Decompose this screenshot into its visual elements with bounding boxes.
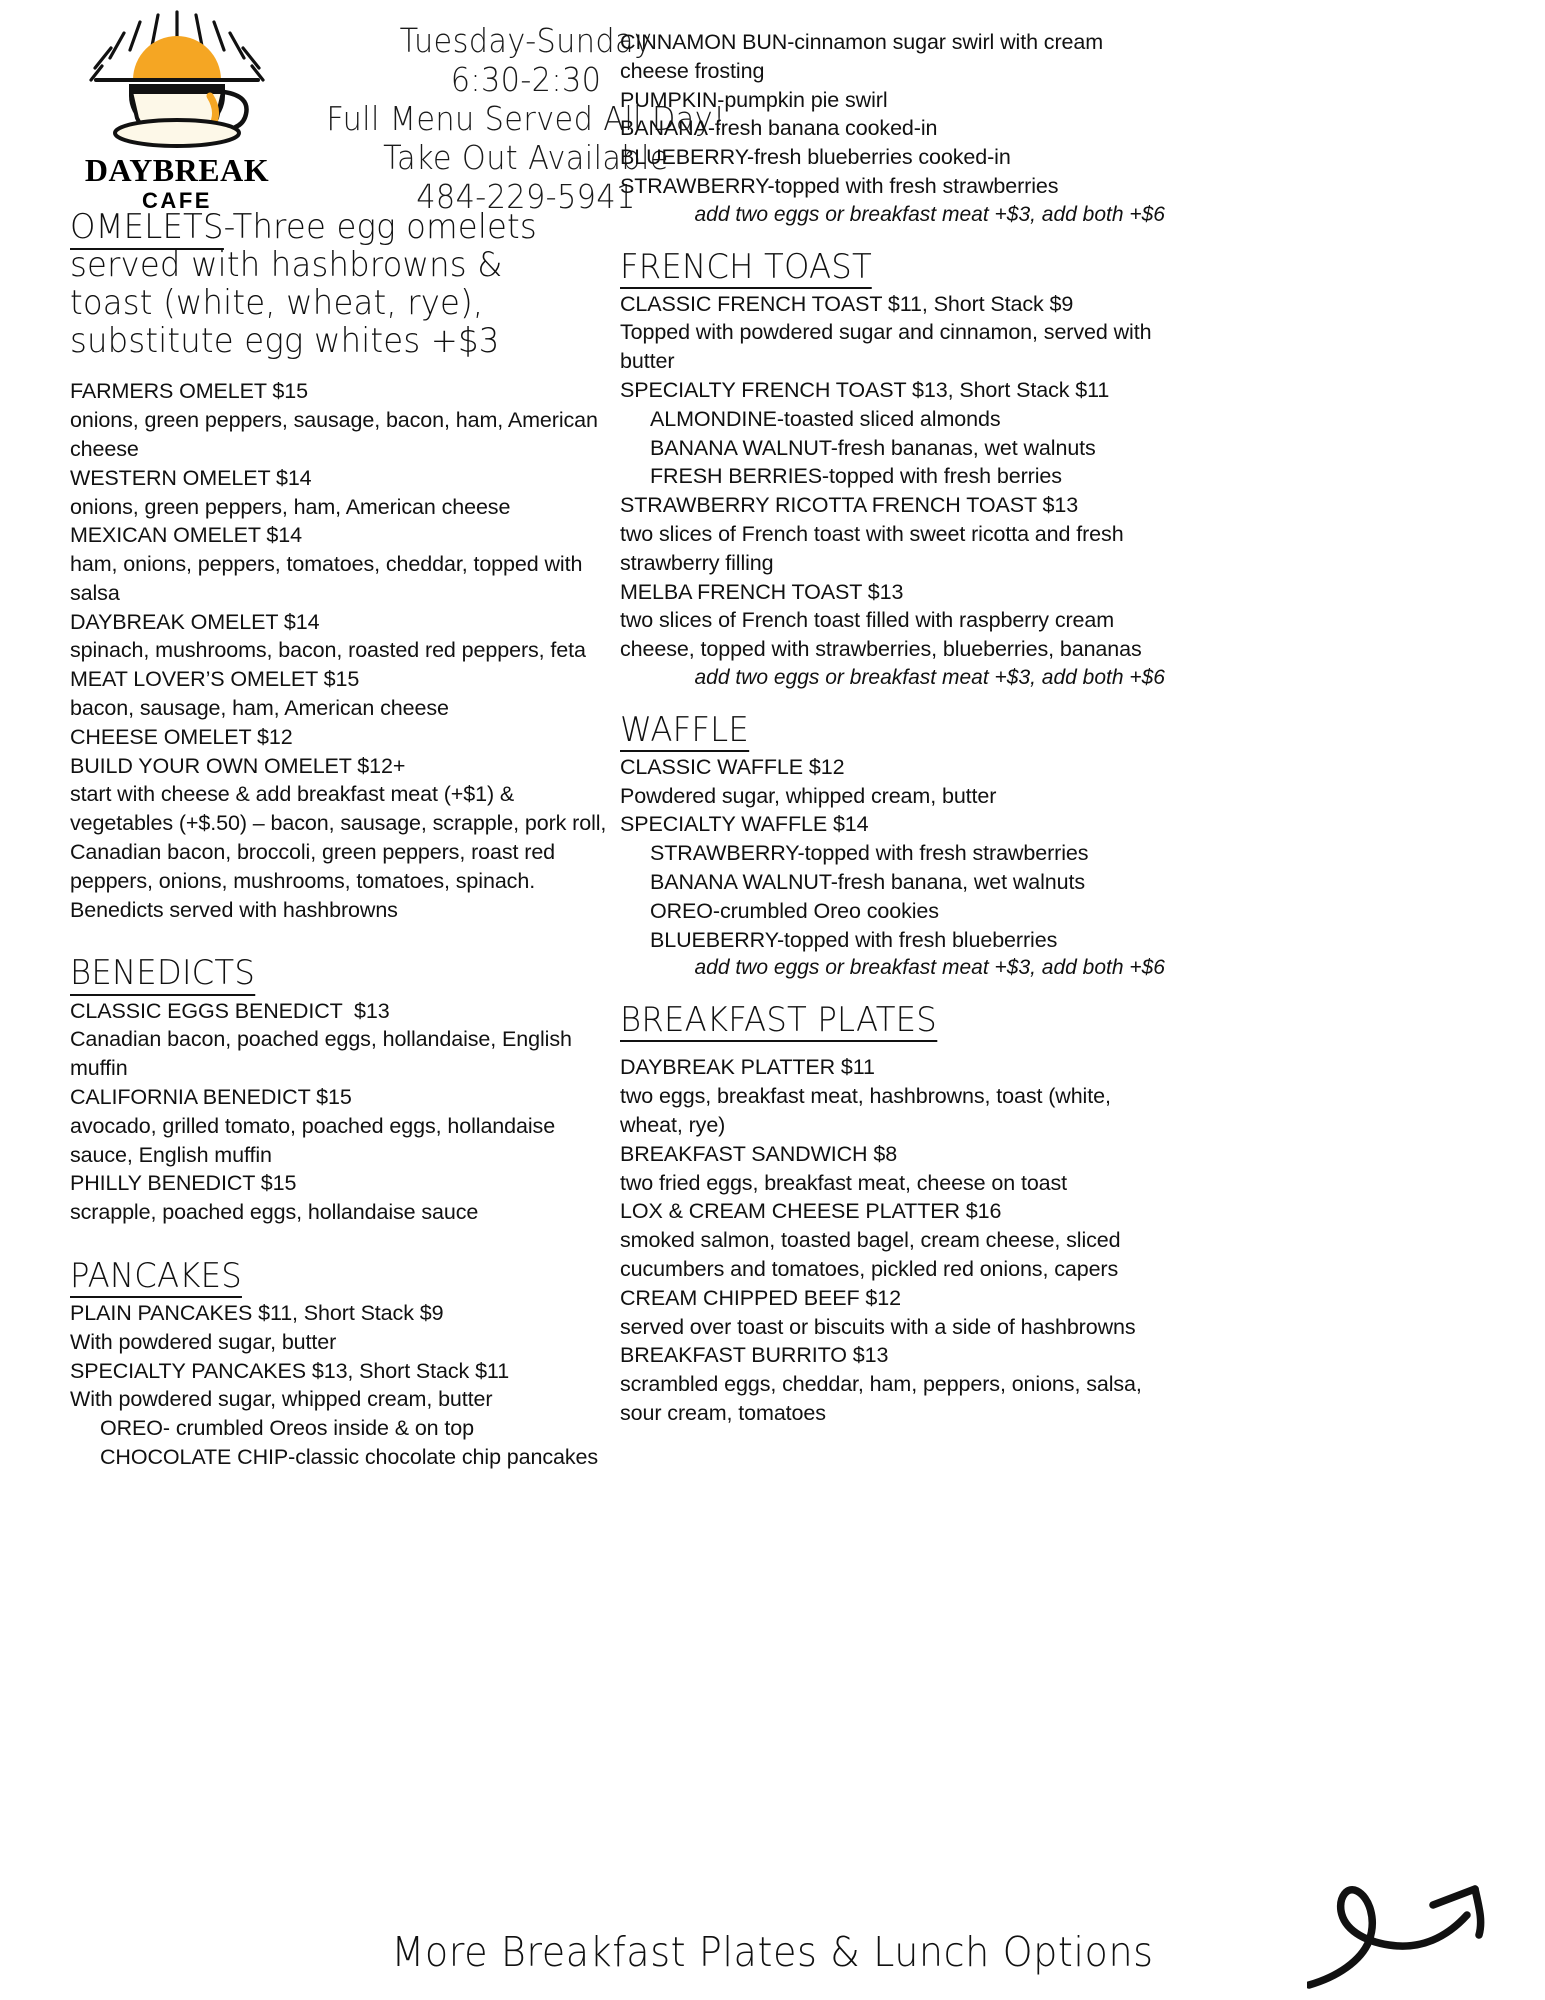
menu-item-name: PLAIN PANCAKES $11, Short Stack $9 <box>70 1300 444 1325</box>
menu-item-name: BUILD YOUR OWN OMELET $12+ <box>70 753 406 778</box>
menu-item-desc: two eggs, breakfast meat, hashbrowns, toast (white, wheat, rye) <box>620 1084 1117 1137</box>
menu-variety: OREO-crumbled Oreo cookies <box>650 898 939 923</box>
menu-item-desc: onions, green peppers, sausage, bacon, ham, American cheese <box>70 408 604 461</box>
menu-variety: STRAWBERRY-topped with fresh strawberries <box>620 173 1059 198</box>
footer-note: More Breakfast Plates & Lunch Options <box>391 1928 1154 1976</box>
menu-variety: BANANA-fresh banana cooked-in <box>620 116 938 141</box>
menu-item-desc: spinach, mushrooms, bacon, roasted red peppers, feta <box>70 638 586 663</box>
hours-days: Tuesday-Sunday <box>399 21 653 60</box>
menu-variety: FRESH BERRIES-topped with fresh berries <box>650 464 1062 489</box>
section-pancakes <box>70 1257 615 1472</box>
menu-item-desc: two slices of French toast filled with raspberry cream cheese, topped with strawberries, blueberries, bananas <box>620 608 1142 662</box>
menu-item-name: SPECIALTY PANCAKES $13, Short Stack $11 <box>70 1358 510 1383</box>
menu-item-desc: smoked salmon, toasted bagel, cream cheese, sliced cucumbers and tomatoes, pickled red onions, capers <box>620 1228 1127 1281</box>
section-french-toast <box>620 248 1165 693</box>
menu-variety: BANANA WALNUT-fresh banana, wet walnuts <box>650 870 1086 895</box>
omelets-heading-word: OMELETS <box>70 207 224 250</box>
menu-item-name: CLASSIC FRENCH TOAST $11, Short Stack $9 <box>620 291 1074 316</box>
menu-variety: STRAWBERRY-topped with fresh strawberries <box>650 841 1089 866</box>
menu-item-name: CLASSIC WAFFLE $12 <box>620 754 845 779</box>
full-menu-note: Full Menu Served All Day! <box>326 98 726 138</box>
add-ons-note: add two eggs or breakfast meat +$3, add both +$6 <box>694 666 1165 690</box>
menu-item-name: BREAKFAST SANDWICH $8 <box>620 1141 898 1166</box>
menu-item-desc: served over toast or biscuits with a side of hashbrowns <box>620 1314 1136 1339</box>
add-ons-note: add two eggs or breakfast meat +$3, add both +$6 <box>694 956 1165 980</box>
menu-variety: ALMONDINE-toasted sliced almonds <box>650 406 1001 431</box>
menu-item-name: PHILLY BENEDICT $15 <box>70 1171 297 1196</box>
menu-item-name: CALIFORNIA BENEDICT $15 <box>70 1084 352 1109</box>
menu-item-name: MELBA FRENCH TOAST $13 <box>620 579 904 604</box>
section-heading-benedicts: BENEDICTS <box>70 954 255 995</box>
menu-item-name: LOX & CREAM CHEESE PLATTER $16 <box>620 1199 1002 1224</box>
menu-item-name: MEAT LOVER’S OMELET $15 <box>70 667 360 692</box>
menu-item-name: CREAM CHIPPED BEEF $12 <box>620 1285 901 1310</box>
menu-item-name: WESTERN OMELET $14 <box>70 465 312 490</box>
menu-item-name: SPECIALTY WAFFLE $14 <box>620 812 869 837</box>
menu-variety: BLUEBERRY-fresh blueberries cooked-in <box>620 145 1011 170</box>
section-heading-omelets <box>70 208 588 361</box>
left-column <box>70 0 615 1472</box>
menu-item-name: DAYBREAK OMELET $14 <box>70 609 320 634</box>
logo-wordmark: DAYBREAK <box>84 152 270 188</box>
menu-item-name: BREAKFAST BURRITO $13 <box>620 1343 889 1368</box>
omelets-heading-detail: -Three egg omelets served with hashbrowns & toast (white, wheat, rye), substitute egg whites +$3 <box>70 207 537 362</box>
menu-variety: OREO- crumbled Oreos inside & on top <box>100 1416 475 1441</box>
section-breakfast-plates <box>620 1001 1165 1427</box>
menu-item-desc: start with cheese & add breakfast meat (+$1) & vegetables (+$.50) – bacon, sausage, scrapple, pork roll, Canadian bacon, broccoli, green peppers, roast red peppers, onions, mushrooms, tomatoes, spinach. Benedicts served with hashbrowns <box>70 782 613 922</box>
curly-arrow-right-icon <box>1307 1857 1537 1992</box>
section-omelets <box>70 208 615 924</box>
menu-item-desc: Powdered sugar, whipped cream, butter <box>620 783 997 808</box>
menu-item-name: MEXICAN OMELET $14 <box>70 523 302 548</box>
add-ons-note: add two eggs or breakfast meat +$3, add both +$6 <box>694 202 1165 226</box>
menu-item-desc: avocado, grilled tomato, poached eggs, hollandaise sauce, English muffin <box>70 1113 561 1167</box>
right-column <box>620 0 1165 1428</box>
menu-item-desc: scrambled eggs, cheddar, ham, peppers, onions, salsa, sour cream, tomatoes <box>620 1372 1148 1425</box>
section-benedicts <box>70 954 615 1226</box>
section-pancakes-continued <box>620 28 1165 230</box>
menu-item-desc: bacon, sausage, ham, American cheese <box>70 696 449 721</box>
menu-item-name: STRAWBERRY RICOTTA FRENCH TOAST $13 <box>620 493 1079 518</box>
menu-item-desc: onions, green peppers, ham, American cheese <box>70 494 511 519</box>
menu-variety: PUMPKIN-pumpkin pie swirl <box>620 87 888 112</box>
logo-subtext: CAFE <box>142 188 212 213</box>
menu-item-desc: scrapple, poached eggs, hollandaise sauce <box>70 1200 479 1225</box>
menu-item-name: CHEESE OMELET $12 <box>70 724 293 749</box>
hours-time: 6:30-2:30 <box>450 59 602 99</box>
section-heading-pancakes: PANCAKES <box>70 1257 242 1298</box>
menu-item-name: DAYBREAK PLATTER $11 <box>620 1055 875 1080</box>
menu-item-name: FARMERS OMELET $15 <box>70 379 308 404</box>
menu-item-desc: two fried eggs, breakfast meat, cheese on toast <box>620 1170 1068 1195</box>
menu-variety: BANANA WALNUT-fresh bananas, wet walnuts <box>650 435 1096 460</box>
menu-item-desc: two slices of French toast with sweet ricotta and fresh strawberry filling <box>620 522 1130 575</box>
section-heading-waffle: WAFFLE <box>620 711 749 752</box>
section-waffle <box>620 711 1165 983</box>
menu-item-desc: ham, onions, peppers, tomatoes, cheddar, topped with salsa <box>70 552 589 605</box>
section-heading-french-toast: FRENCH TOAST <box>620 248 872 289</box>
menu-item-desc: Canadian bacon, poached eggs, hollandaise, English muffin <box>70 1027 578 1081</box>
phone-number: 484-229-5941 <box>416 176 636 216</box>
menu-variety: CHOCOLATE CHIP-classic chocolate chip pancakes <box>100 1444 599 1469</box>
menu-variety: BLUEBERRY-topped with fresh blueberries <box>650 927 1058 952</box>
menu-variety: CINNAMON BUN-cinnamon sugar swirl with cream cheese frosting <box>620 30 1109 83</box>
menu-item-name: CLASSIC EGGS BENEDICT $13 <box>70 998 390 1023</box>
menu-item-desc: Topped with powdered sugar and cinnamon, served with butter <box>620 320 1158 374</box>
menu-item-desc: With powdered sugar, whipped cream, butter <box>70 1387 493 1412</box>
menu-item-name: SPECIALTY FRENCH TOAST $13, Short Stack $11 <box>620 378 1110 403</box>
section-heading-breakfast-plates: BREAKFAST PLATES <box>620 1001 937 1042</box>
menu-item-desc: With powdered sugar, butter <box>70 1329 337 1354</box>
menu-footer <box>0 1872 1545 1992</box>
takeout-note: Take Out Available <box>383 137 669 177</box>
